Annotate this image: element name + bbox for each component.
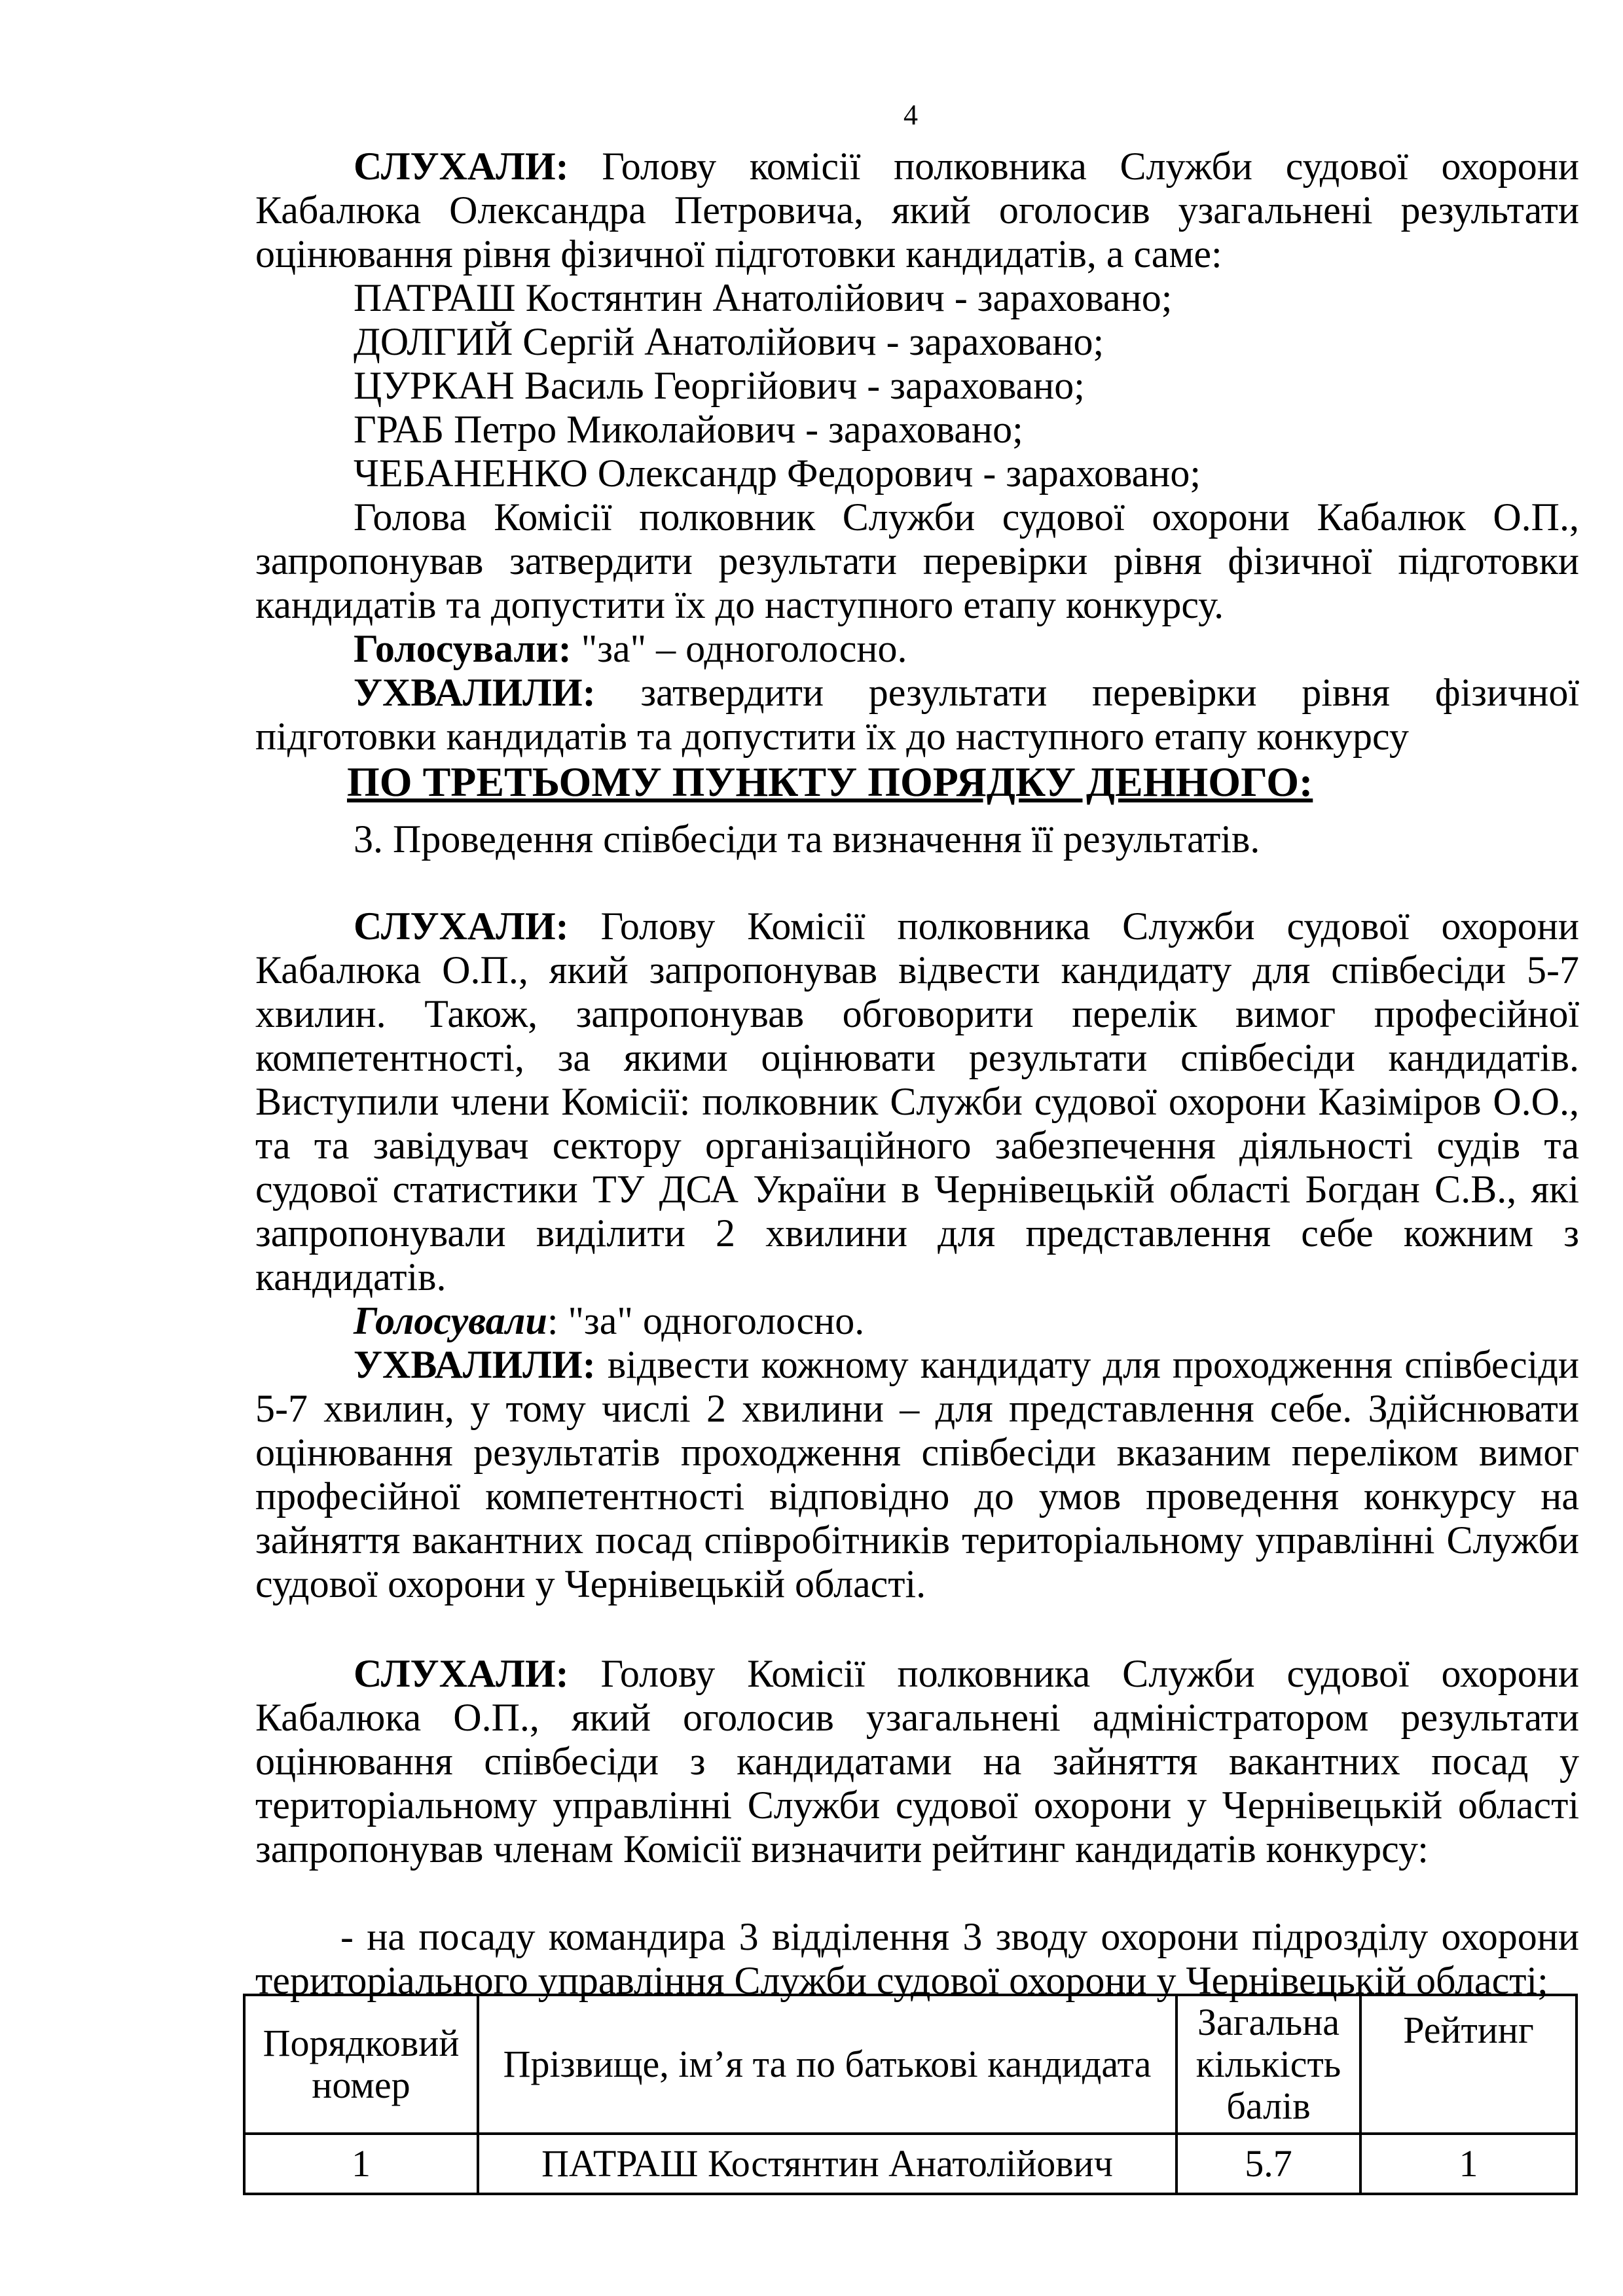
- decided-label: УХВАЛИЛИ:: [354, 671, 596, 714]
- header-name: Прізвище, ім’я та по батькові кандидата: [478, 1995, 1176, 2134]
- table-row: [244, 2134, 1577, 2194]
- decided-text: затвердити результати перевірки рівня фізичної підготовки кандидатів та допустити їх до наступного етапу конкурсу: [255, 671, 1579, 758]
- heard-paragraph-3: [255, 1652, 1579, 1871]
- heard-label: СЛУХАЛИ:: [354, 145, 569, 188]
- position-paragraph: - на посаду командира 3 відділення 3 зводу охорони підрозділу охорони територіального управління Служби судової охорони у Чернівецькій області;: [255, 1915, 1579, 2002]
- heard-paragraph-1: [255, 145, 1579, 276]
- vote-label: Голосували: [354, 1299, 547, 1342]
- cell-number: 1: [244, 2134, 478, 2194]
- agenda-heading: ПО ТРЕТЬОМУ ПУНКТУ ПОРЯДКУ ДЕННОГО:: [347, 759, 1313, 805]
- list-item: ДОЛГИЙ Сергій Анатолійович - зараховано;: [354, 320, 1104, 363]
- decided-text: відвести кожному кандидату для проходження співбесіди 5-7 хвилин, у тому числі 2 хвилини – для представлення себе. Здійснювати оцінювання результатів проходження співбесіди вказаним переліком вимог професійної компетентності відповідно до умов проведення конкурсу на зайняття вакантних посад співробітників територіальному управлінні Служби судової охорони у Чернівецькій області.: [255, 1343, 1579, 1605]
- heard-label: СЛУХАЛИ:: [354, 1652, 569, 1695]
- heard-label: СЛУХАЛИ:: [354, 905, 569, 948]
- decided-paragraph-2: [255, 1343, 1579, 1606]
- list-item: ПАТРАШ Костянтин Анатолійович - зараховано;: [354, 276, 1173, 319]
- list-item: ЧЕБАНЕНКО Олександр Федорович - зараховано;: [354, 452, 1201, 495]
- decided-label: УХВАЛИЛИ:: [354, 1343, 596, 1386]
- agenda-item-3: 3. Проведення співбесіди та визначення її результатів.: [354, 817, 1260, 861]
- rating-table: [243, 1994, 1578, 2195]
- header-number: Порядковий номер: [244, 1995, 478, 2134]
- document-body: [255, 145, 1579, 2003]
- cell-score: 5.7: [1176, 2134, 1360, 2194]
- cell-name: ПАТРАШ Костянтин Анатолійович: [478, 2134, 1176, 2194]
- list-item: ГРАБ Петро Миколайович - зараховано;: [354, 408, 1023, 451]
- decided-paragraph-1: [255, 671, 1579, 759]
- list-item: ЦУРКАН Василь Георгійович - зараховано;: [354, 364, 1085, 407]
- vote-text: "за" – одноголосно.: [571, 627, 907, 670]
- page-number: 4: [903, 99, 918, 131]
- paragraph-text: Голову Комісії полковника Служби судової охорони Кабалюка О.П., який оголосив узагальнені адміністратором результати оцінювання співбесіди з кандидатами на зайняття вакантних посад у територіальному управлінні Служби судової охорони у Чернівецькій області запропонував членам Комісії визначити рейтинг кандидатів конкурсу:: [255, 1652, 1579, 1871]
- vote-paragraph-2: [255, 1299, 1579, 1343]
- table-header-row: [244, 1995, 1577, 2134]
- header-score: Загальна кількість балів: [1176, 1995, 1360, 2134]
- vote-label: Голосували:: [354, 627, 572, 670]
- paragraph-text: Голову Комісії полковника Служби судової охорони Кабалюка О.П., який запропонував відвести кандидату для співбесіди 5-7 хвилин. Також, запропонував обговорити перелік вимог професійної компетентності, за якими оцінювати результати співбесіди кандидатів. Виступили члени Комісії: полковник Служби судової охорони Казіміров О.О., та та завідувач сектору організаційного забезпечення діяльності судів та судової статистики ТУ ДСА України в Чернівецькій області Богдан С.В., які запропонували виділити 2 хвилини для представлення себе кожним з кандидатів.: [255, 905, 1579, 1299]
- header-rating: Рейтинг: [1360, 1995, 1577, 2134]
- heard-paragraph-2: [255, 905, 1579, 1299]
- vote-text: : "за" одноголосно.: [547, 1299, 865, 1342]
- proposal-paragraph: Голова Комісії полковник Служби судової охорони Кабалюк О.П., запропонував затвердити результати перевірки рівня фізичної підготовки кандидатів та допустити їх до наступного етапу конкурсу.: [255, 495, 1579, 626]
- cell-rating: 1: [1360, 2134, 1577, 2194]
- paragraph-text: Голову комісії полковника Служби судової охорони Кабалюка Олександра Петровича, який оголосив узагальнені результати оцінювання рівня фізичної підготовки кандидатів, а саме:: [255, 145, 1579, 276]
- vote-paragraph-1: [255, 627, 1579, 671]
